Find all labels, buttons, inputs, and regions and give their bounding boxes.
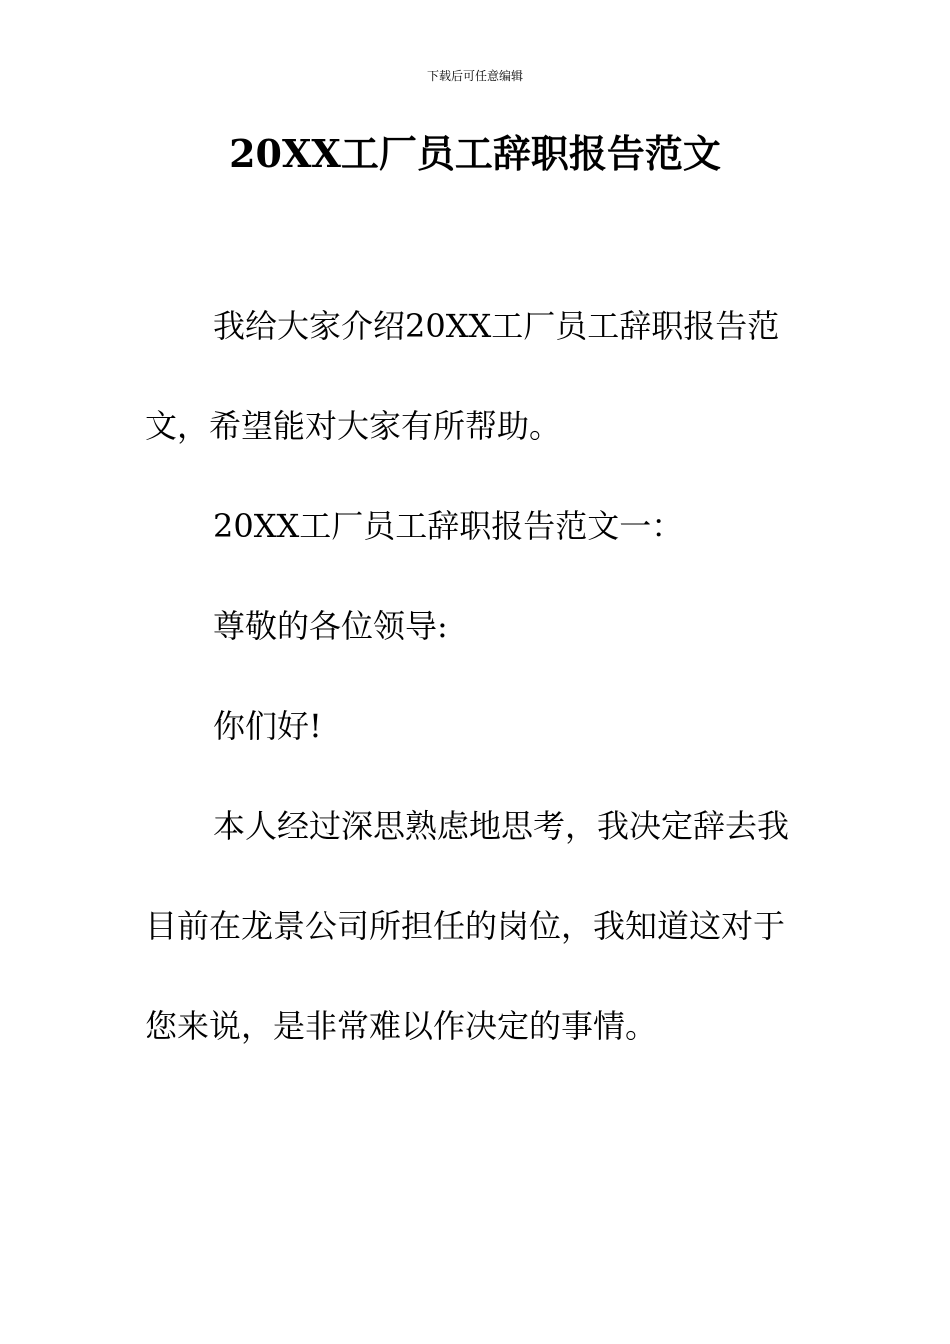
- paragraph-intro: 我给大家介绍20XX工厂员工辞职报告范文，希望能对大家有所帮助。: [145, 307, 780, 445]
- header-note: 下载后可任意编辑: [426, 69, 523, 83]
- document-title: 20XX工厂员工辞职报告范文: [229, 131, 721, 176]
- paragraph-section-heading: 20XX工厂员工辞职报告范文一：: [213, 507, 684, 545]
- paragraph-salutation: 尊敬的各位领导:: [213, 607, 448, 645]
- paragraph-body: 本人经过深思熟虑地思考，我决定辞去我目前在龙景公司所担任的岗位，我知道这对于您来说，是非常难以作决定的事情。: [145, 807, 790, 1045]
- paragraph-greeting: 你们好!: [213, 707, 322, 745]
- document-body: [145, 276, 805, 1076]
